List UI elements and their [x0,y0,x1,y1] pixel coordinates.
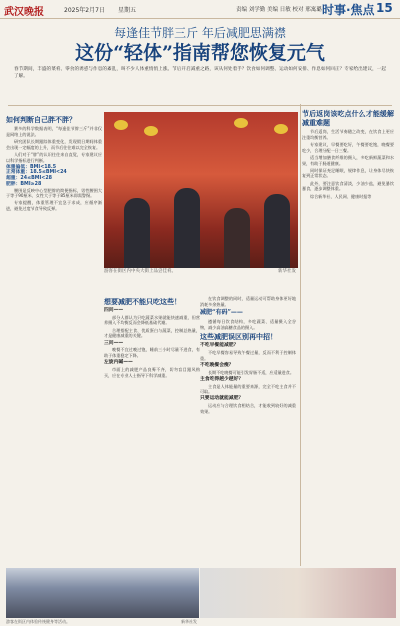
photo-fitness-activity [6,568,199,618]
photo-street-food [104,112,298,268]
paragraph: 专家建议，早餐要吃好，午餐要吃饱，晚餐要吃少，合理分配一日三餐。 [302,141,394,153]
column-1 [6,114,102,566]
photo2-caption [6,619,199,626]
photo1-caption-text: 游客在街区内中央大街上品尝佳肴。 [104,269,176,274]
paragraph: 专家提醒，体重管理不宜急于求成，应循序渐进，避免过度节食导致反弹。 [6,200,102,212]
person-figure [174,188,200,268]
subheading: 四问—— [104,308,124,313]
paragraph: 研究团队长期跟踪体重变化，发现假日期间体重会出现一定幅度的上升，而节后往往难以完全恢复。 [6,138,102,150]
photo2-caption-text: 游客在街区内体验传统健身等活动。 [6,619,70,624]
paragraph: 腰围是反映中心型肥胖的简便指标，男性腰围大于等于90厘米、女性大于等于85厘米即需警惕。 [6,187,102,199]
person-figure [264,194,290,268]
subheading: 减肥“有码”—— [200,309,243,317]
paragraph: 综合新华社、人民网、健康时报等 [310,193,372,199]
lantern-icon [234,118,248,128]
paragraph: 晚餐不宜过晚过饱，睡前三小时尽量不进食，有助于体重稳定下降。 [104,347,200,358]
lantern-icon [144,126,158,136]
subheading: 只要运动就能减肥？ [200,396,244,402]
paragraph: 此外，要注意饮食清淡，少油少盐，避免暴饮暴食，逐步调整体重。 [302,180,394,192]
photo2-credit: 新华社发 [181,619,197,624]
column-2 [104,296,200,566]
subheading: 这些减肥误区别再中招！ [200,332,277,342]
paragraph: 在饮食调整的同时，适量运动可帮助身体更好地消耗多余热量。 [200,296,296,307]
bmi-line: 肥胖：BMI≥28 [6,181,42,187]
subheading: 三问—— [104,340,124,346]
article-title: 这份“轻体”指南帮您恢复元气 [75,42,325,64]
bmi-line: 超重：24≤BMI<28 [6,176,52,182]
paragraph: 同时保证充足睡眠，规律作息，让身体尽快恢复到正常状态。 [302,167,394,179]
subheading: 不吃晚餐会瘦？ [200,362,234,368]
person-figure [124,198,150,268]
photo1-credit: 新华社发 [278,269,296,274]
editors-line: 责编 刘学勤 美编 日敏 校对 邢寓璐 [236,7,322,13]
page-header [0,0,400,19]
person-figure [224,208,250,268]
paragraph: 运动应与合理饮食相结合，才能收到较好的减重效果。 [200,403,296,414]
paragraph: 遵循每日饮食结构，多吃蔬菜、适量摄入全谷物，减少高油高糖食品的摄入。 [200,319,296,331]
paragraph: 长期不吃晚餐可能引发胃肠不适，应适量进食。 [208,369,294,375]
column-3 [200,296,296,566]
subheading: 节后返岗该吃点什么才能缓解减重难题 [302,109,394,127]
paragraph: 赛多的科学数据表明，“每逢佳节胖三斤”并非仅是网络上的说法。 [6,126,102,137]
paragraph: 适当增加膳食纤维的摄入，多吃新鲜蔬菜和水果，有助于肠道健康。 [302,154,394,166]
bmi-line: 体重偏低：BMI<18.5 [6,164,57,170]
paragraph: 节后返岗，生活节奏随之改变，在饮食上更应注重均衡营养。 [302,129,394,140]
paragraph: 市面上的减肥产品良莠不齐，切勿盲目跟风购买，应在专业人士指导下科学减重。 [104,366,200,378]
paragraph: 人们对于“胖”的认识往往来自直觉，专家建议应以科学指标进行判断。 [6,151,102,163]
subheading: 如何判断自己胖不胖？ [6,115,76,124]
article-subtitle: 每逢佳节胖三斤 年后减肥思满襟 [114,26,286,40]
article-lead: 春节期间，丰盛的菜肴、零食的诱惑与作息的紊乱，叫不少人体重悄悄上涨。节后开启减重之路，该从何处着手？饮食如何调整、运动如何安排、作息如何回正？专家给出建议，一起了解。 [14,67,386,80]
subheading: 主食吃得越少越好？ [200,376,244,382]
photo-crowd [200,568,396,618]
paragraph: 主食是人体能量的重要来源，完全不吃主食并不可取。 [200,383,296,395]
paragraph: 部分人群认为只吃蔬菜水果就能快速减重，但营养摄入不均衡反而会降低基础代谢。 [104,314,200,326]
subheading: 不吃早餐能减肥？ [200,343,239,349]
bmi-line: 正常体重：18.5≤BMI<24 [6,170,67,176]
subheading: 想要减肥不能只吃这些！ [104,297,181,306]
lantern-icon [274,124,288,134]
lantern-icon [114,120,128,130]
paragraph: 不吃早餐容易导致午餐过量，反而不利于控制体重。 [200,350,296,361]
newspaper-logo: 武汉晚报 [4,7,44,18]
page-number: 15 [376,1,393,15]
paragraph: 合理搭配主食、优质蛋白与蔬菜，控制总热量，才是健康减重的关键。 [104,327,200,339]
issue-weekday: 星期五 [118,7,137,14]
section-name: 时事·焦点 [322,3,375,17]
sidebar-column [302,108,394,568]
photo1-caption [104,268,298,276]
issue-date: 2025年2月7日 [64,7,105,14]
subheading: 左旋内碱—— [104,360,133,366]
